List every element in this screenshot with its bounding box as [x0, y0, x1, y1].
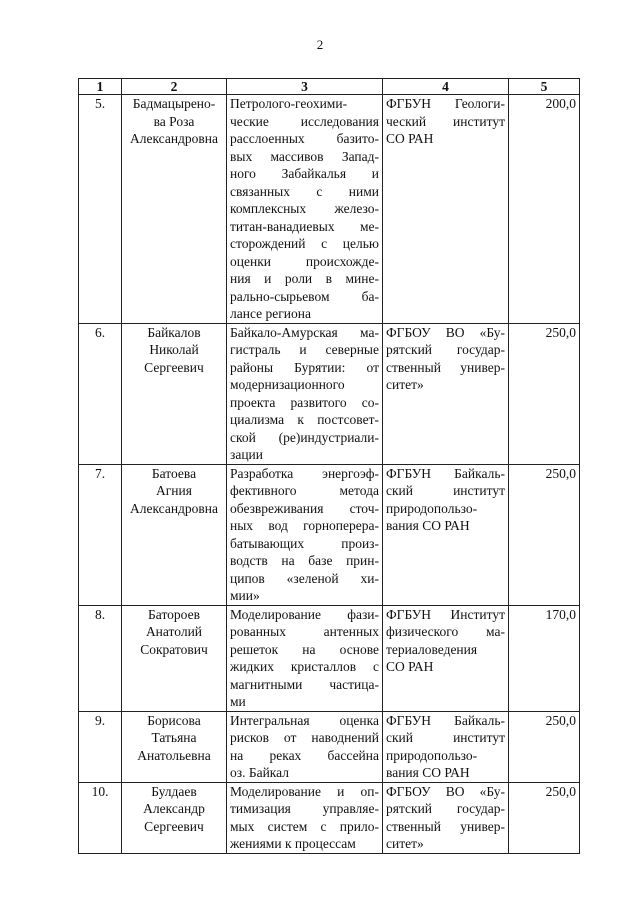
organization-line: вания СО РАН	[386, 518, 470, 533]
topic-line: на реках бассейна	[230, 747, 379, 763]
cell-full-name	[122, 782, 227, 853]
cell-number: 9.	[79, 711, 122, 782]
cell-number: 5.	[79, 95, 122, 324]
cell-full-name	[122, 605, 227, 711]
topic-line: ния и роли в мине-	[230, 271, 379, 286]
header-cell-name: 2	[122, 79, 227, 95]
organization-line: ческий институт	[386, 113, 505, 129]
topic-line: проекта развитого со-	[230, 394, 379, 410]
cell-amount: 250,0	[509, 323, 580, 464]
topic-line: циализма к постсовет-	[230, 412, 379, 427]
cell-full-name	[122, 464, 227, 605]
topic-line: фективного метода	[230, 483, 379, 498]
table-row	[79, 95, 580, 324]
topic-line: связанных с ними	[230, 183, 379, 199]
name-line: Анатолий	[145, 624, 203, 639]
organization-line: ский институт	[386, 730, 505, 745]
name-line: Батоева	[151, 465, 197, 481]
topic-line: оз. Байкал	[230, 765, 290, 780]
organization-line: физического ма-	[386, 624, 505, 639]
topic-line: ципов «зеленой хи-	[230, 570, 379, 586]
organization-line: ФГБОУ ВО «Бу-	[386, 783, 505, 799]
organization-line: ственный универ-	[386, 818, 505, 834]
name-line: Александр	[143, 801, 205, 816]
topic-line: ской (ре)индустриали-	[230, 429, 379, 445]
organization-line: природопользо-	[386, 747, 478, 763]
topic-line: расслоенных базито-	[230, 131, 379, 146]
cell-amount: 200,0	[509, 95, 580, 324]
cell-full-name	[122, 95, 227, 324]
table-row	[79, 605, 580, 711]
cell-amount: 170,0	[509, 605, 580, 711]
cell-number: 10.	[79, 782, 122, 853]
header-row	[79, 79, 580, 95]
topic-line: батывающих произ-	[230, 535, 379, 551]
organization-line: ФГБУН Байкаль-	[386, 465, 505, 481]
organization-line: ФГБУН Геологи-	[386, 96, 505, 111]
table-row	[79, 323, 580, 464]
cell-organization	[383, 711, 509, 782]
name-line: Татьяна	[151, 730, 197, 745]
topic-line: зации	[230, 447, 263, 462]
header-cell-num: 1	[79, 79, 122, 95]
topic-line: титан-ванадиевых ме-	[230, 218, 379, 234]
organization-line: ственный универ-	[386, 359, 505, 375]
header-cell-amount: 5	[509, 79, 580, 95]
topic-line: обезвреживания сточ-	[230, 500, 379, 516]
organization-line: рятский государ-	[386, 801, 505, 816]
cell-full-name	[122, 711, 227, 782]
name-line: Александровна	[129, 131, 219, 146]
name-line: Агния	[156, 483, 192, 498]
name-line: ва Роза	[153, 113, 195, 129]
organization-line: ФГБУН Байкаль-	[386, 712, 505, 728]
name-line: Булдаев	[151, 783, 197, 799]
topic-line: лансе региона	[230, 306, 311, 321]
organization-line: вания СО РАН	[386, 765, 470, 780]
organization-line: териаловедения	[386, 641, 478, 657]
cell-project-topic	[227, 323, 383, 464]
cell-full-name	[122, 323, 227, 464]
table-row	[79, 464, 580, 605]
topic-line: тимизация управляе-	[230, 801, 379, 816]
cell-project-topic	[227, 605, 383, 711]
cell-number: 6.	[79, 323, 122, 464]
topic-line: вых массивов Запад-	[230, 148, 379, 164]
organization-line: ский институт	[386, 483, 505, 498]
topic-line: жидких кристаллов с	[230, 659, 379, 674]
cell-organization	[383, 95, 509, 324]
organization-line: ситет»	[386, 377, 424, 392]
topic-line: оценки происхожде-	[230, 253, 379, 269]
topic-line: гистраль и северные	[230, 342, 379, 357]
table-row	[79, 782, 580, 853]
cell-organization	[383, 782, 509, 853]
topic-line: районы Бурятии: от	[230, 359, 379, 375]
topic-line: Интегральная оценка	[230, 712, 379, 728]
topic-line: Моделирование и оп-	[230, 783, 379, 799]
topic-line: водств на базе прин-	[230, 553, 379, 568]
cell-organization	[383, 323, 509, 464]
page-number: 2	[316, 37, 324, 52]
cell-organization	[383, 464, 509, 605]
topic-line: ческие исследования	[230, 113, 379, 129]
cell-project-topic	[227, 711, 383, 782]
cell-organization	[383, 605, 509, 711]
topic-line: Разработка энергоэф-	[230, 465, 379, 481]
organization-line: ФГБОУ ВО «Бу-	[386, 324, 505, 340]
cell-amount: 250,0	[509, 711, 580, 782]
cell-project-topic	[227, 95, 383, 324]
name-line: Сергеевич	[144, 818, 204, 834]
name-line: Сократович	[140, 641, 208, 657]
organization-line: ФГБУН Институт	[386, 606, 505, 622]
topic-line: мии»	[230, 588, 260, 603]
organization-line: ситет»	[386, 836, 424, 851]
topic-line: рованных антенных	[230, 624, 379, 639]
name-line: Бадмацырено-	[132, 96, 216, 111]
name-line: Борисова	[147, 712, 201, 728]
name-line: Александровна	[129, 500, 219, 516]
name-line: Сергеевич	[144, 359, 204, 375]
topic-line: жениями к процессам	[230, 836, 356, 851]
name-line: Байкалов	[147, 324, 201, 340]
topic-line: ных вод горноперера-	[230, 518, 379, 533]
topic-line: Байкало-Амурская ма-	[230, 324, 379, 340]
cell-project-topic	[227, 782, 383, 853]
cell-number: 8.	[79, 605, 122, 711]
organization-line: рятский государ-	[386, 342, 505, 357]
header-cell-organization: 4	[383, 79, 509, 95]
topic-line: рисков от наводнений	[230, 730, 379, 745]
topic-line: мых систем с прило-	[230, 818, 379, 834]
topic-line: сторождений с целью	[230, 236, 379, 251]
grants-table	[78, 78, 580, 854]
cell-amount: 250,0	[509, 464, 580, 605]
topic-line: рально-сырьевом ба-	[230, 288, 379, 304]
topic-line: ми	[230, 694, 246, 709]
name-line: Анатольевна	[137, 747, 211, 763]
organization-line: СО РАН	[386, 131, 434, 146]
table-row	[79, 711, 580, 782]
topic-line: Петролого-геохими-	[230, 96, 348, 111]
topic-line: ного Забайкалья и	[230, 166, 379, 181]
cell-number: 7.	[79, 464, 122, 605]
topic-line: модернизационного	[230, 377, 345, 392]
name-line: Батороев	[148, 606, 200, 622]
cell-amount: 250,0	[509, 782, 580, 853]
organization-line: природопользо-	[386, 500, 478, 516]
organization-line: СО РАН	[386, 659, 434, 674]
topic-line: решеток на основе	[230, 641, 379, 657]
topic-line: Моделирование фази-	[230, 606, 379, 622]
topic-line: магнитными частица-	[230, 676, 379, 692]
header-cell-topic: 3	[227, 79, 383, 95]
cell-project-topic	[227, 464, 383, 605]
name-line: Николай	[149, 342, 199, 357]
topic-line: комплексных железо-	[230, 201, 379, 216]
